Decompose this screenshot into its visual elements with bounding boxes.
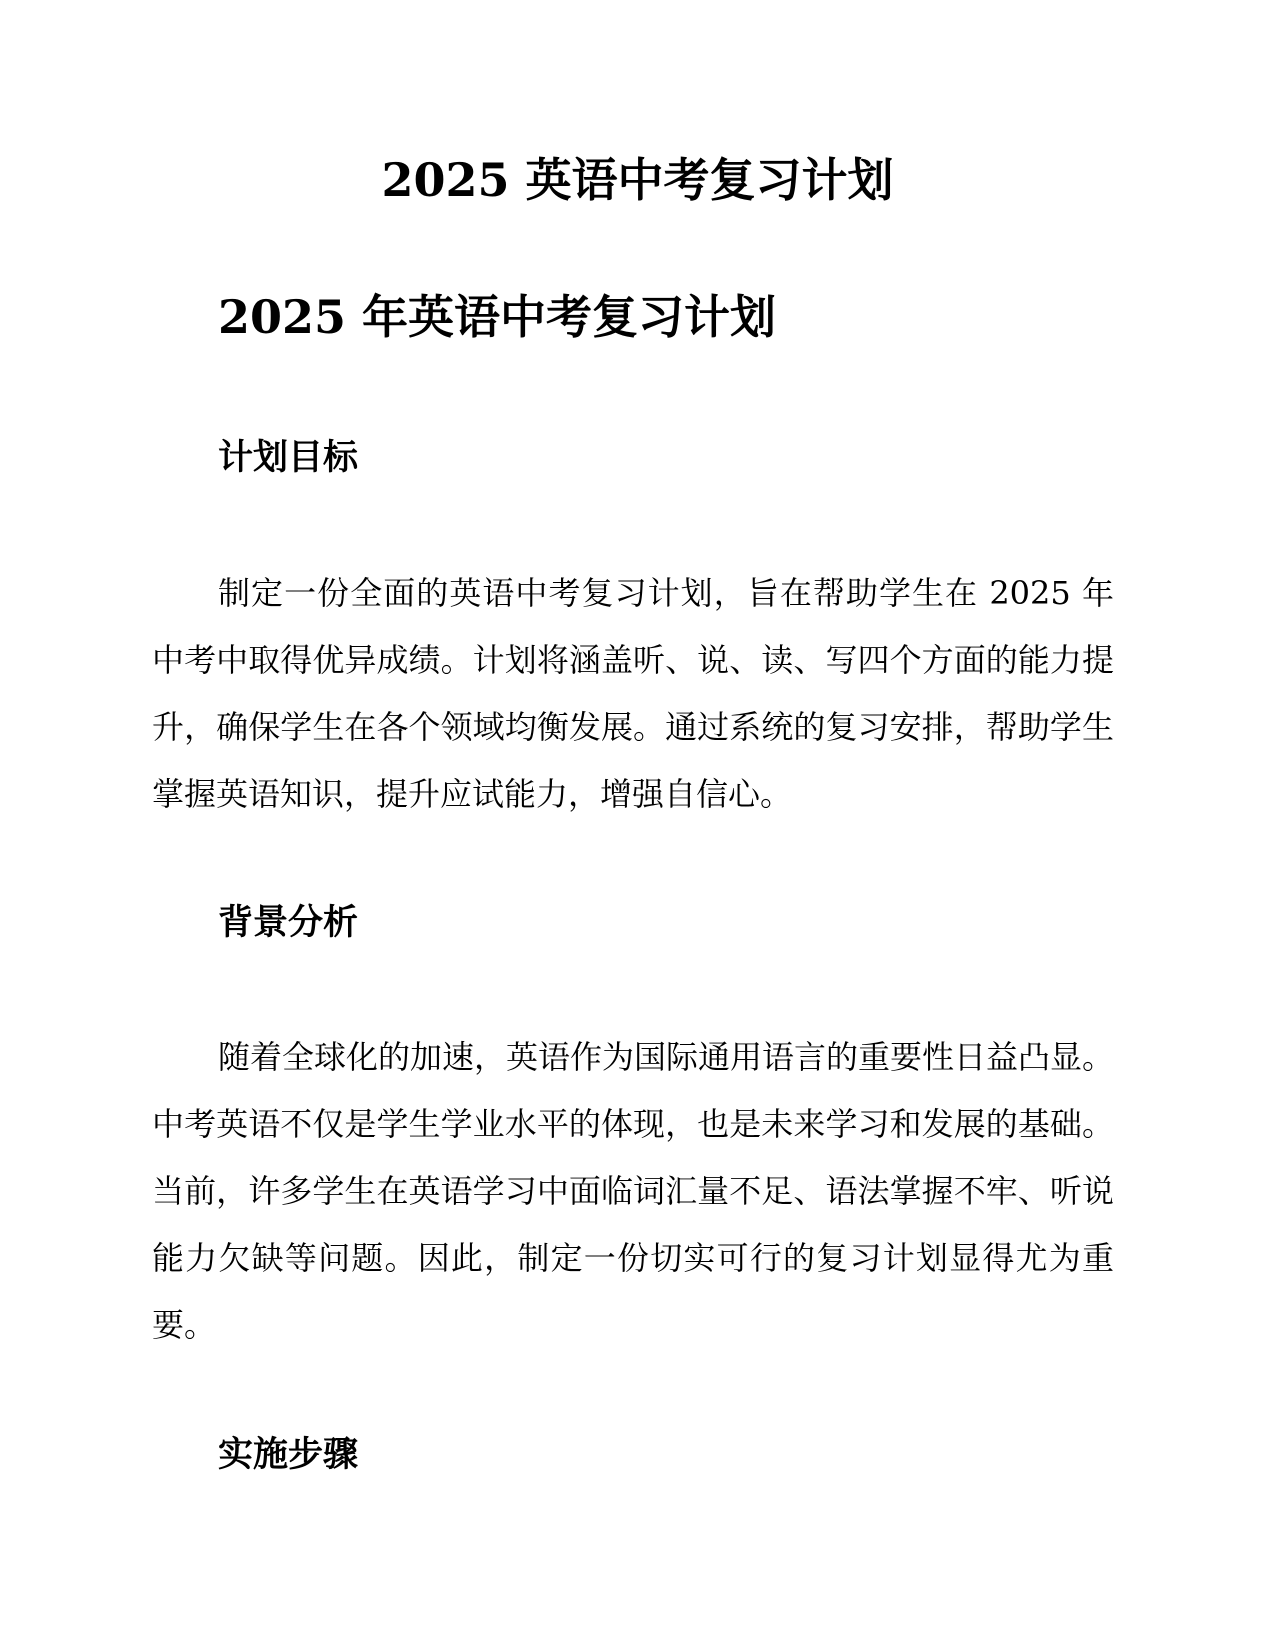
document-title: 2025 英语中考复习计划	[381, 153, 894, 207]
section-body-background: 随着全球化的加速，英语作为国际通用语言的重要性日益凸显。中考英语不仅是学生学业水平的体现，也是未来学习和发展的基础。当前，许多学生在英语学习中面临词汇量不足、语法掌握不牢、听说能力欠缺等问题。因此，制定一份切实可行的复习计划显得尤为重要。	[152, 1038, 1115, 1344]
document-subtitle: 2025 年英语中考复习计划	[218, 290, 777, 344]
section-body-goals: 制定一份全面的英语中考复习计划，旨在帮助学生在 2025 年中考中取得优异成绩。计划将涵盖听、说、读、写四个方面的能力提升，确保学生在各个领域均衡发展。通过系统的复习安排，帮助学生掌握英语知识，提升应试能力，增强自信心。	[152, 574, 1114, 813]
section-heading-background: 背景分析	[218, 903, 359, 943]
section-heading-goals: 计划目标	[218, 438, 359, 478]
section-heading-steps: 实施步骤	[218, 1435, 359, 1475]
